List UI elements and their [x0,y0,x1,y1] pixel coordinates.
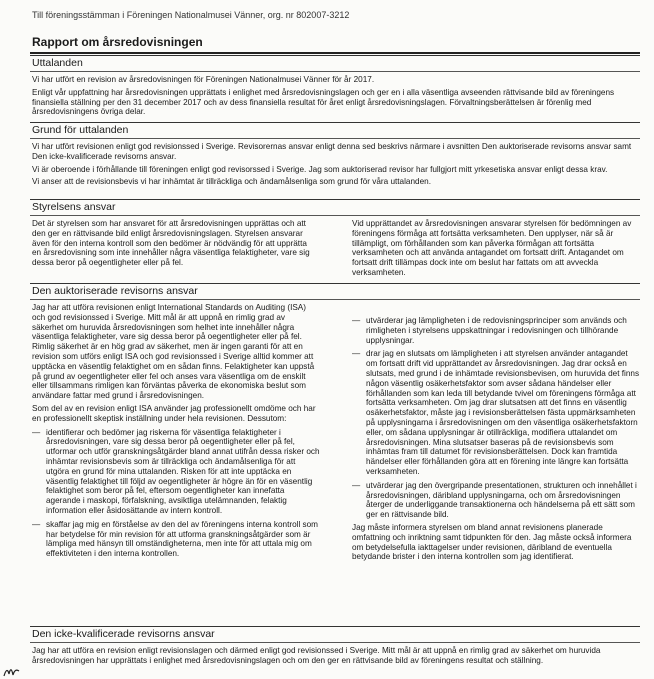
handwritten-mark [2,662,22,679]
section-grund [30,122,640,187]
paragraph: Enligt vår uppfattning har årsredovisningen upprättats i enlighet med årsredovisningslagen och ger en i alla väsentliga avseenden rättvisande bild av föreningens finansiella ställning per den 31 december 2017 och av dess finansiella resultat för året enligt årsredovisningslagen. Förvaltningsberättelsen är förenlig med årsredovisningens övriga delar. [32,87,615,117]
section-heading: Den icke-kvalificerade revisorns ansvar [30,626,640,643]
list-item-text: skaffar jag mig en förståelse av den del av föreningens interna kontroll som har betydelse för min revision för att utforma granskningsåtgärder som är lämpliga med hänsyn till omständigheterna, men inte för att uttala mig om effektiviteten i den interna kontrollen. [46,519,319,559]
list-item [350,316,640,345]
list-item [350,349,640,476]
list-item-text: utvärderar jag den övergripande presentationen, strukturen och innehållet i årsredovisningen, däribland upplysningarna, och om årsredovisningen återger de underliggande transaktionerna och händelserna på ett sätt som ger en rättvisande bild. [366,480,637,520]
dash-bullet: — [352,316,361,325]
paragraph: Jag har att utföra en revision enligt revisionslagen och därmed enligt god revisionssed i Sverige. Mitt mål är att uppnå en rimlig grad av säkerhet om huruvida årsredovisningen har upprättats i enlighet med årsredovisningslagen och om den ger en rättvisande bild av föreningens resultat och ställning. [32,646,601,665]
title-divider [30,52,640,54]
section-heading: Uttalanden [30,55,640,72]
paragraph: Vi har utfört revisionen enligt god revisionssed i Sverige. Revisorernas ansvar enligt denna sed beskrivs närmare i avsnitten Den auktoriserade revisorns ansvar samt Den icke-kvalificerade revisorns ansvar. [32,142,632,161]
paragraph: Jag måste informera styrelsen om bland annat revisionens planerade omfattning och inriktning samt tidpunkten för den. Jag måste också informera om betydelsefulla iakttagelser under revisionen, däribland de eventuella betydande brister i den interna kontrollen som jag identifierat. [352,522,632,562]
section-uttalanden [30,55,640,117]
dash-bullet: — [352,480,361,490]
list-item [30,428,320,516]
paragraph: Jag har att utföra revisionen enligt International Standards on Auditing (ISA) och god revisionssed i Sverige. Mitt mål är att uppnå en rimlig grad av säkerhet om huruvida årsredovisningen som helhet inte innehåller några väsentliga felaktigheter, vare sig dessa beror på oegentligheter eller på fel. Rimlig säkerhet är en hög grad av säkerhet, men är ingen garanti för att en revision som utförs enligt ISA och god revisionssed i Sverige alltid kommer att upptäcka en väsentlig felaktighet om en sådan finns. Felaktigheter kan uppstå på grund av oegentligheter eller fel och anses vara väsentliga om de enskilt eller tillsammans rimligen kan förväntas påverka de ekonomiska beslut som användare fattar med grund i årsredovisningen. [32,303,315,401]
section-heading: Grund för uttalanden [30,122,640,139]
list-item-text: identifierar och bedömer jag riskerna för väsentliga felaktigheter i årsredovisningen, vare sig dessa beror på oegentligheter eller på fel, utformar och utför granskningsåtgärder bland annat utifrån dessa risker och inhämtar revisionsbevis som är tillräckliga och ändamålsenliga för att utgöra en grund för mina uttalanden. Risken för att inte upptäcka en väsentlig felaktighet till följd av oegentligheter är högre än för en väsentlig felaktighet som beror på fel, eftersom oegentligheter kan innefatta agerande i maskopi, förfalskning, avsiktliga utelämnanden, felaktig information eller åsidosättande av intern kontroll. [46,427,320,515]
addressee-line: Till föreningsstämman i Föreningen Nationalmusei Vänner, org. nr 802007-3212 [32,10,350,20]
report-title: Rapport om årsredovisningen [32,35,203,49]
section-auktoriserade-revisorns-ansvar [30,283,640,562]
list-item-text: drar jag en slutsats om lämpligheten i att styrelsen använder antagandet om fortsatt drift vid upprättandet av årsredovisningen. Jag drar också en slutsats, med grund i de inhämtade revisionsbevisen, om huruvida det finns någon väsentlig osäkerhetsfaktor som avser sådana händelser eller förhållanden som kan leda till betydande tvivel om föreningens förmåga att fortsätta verksamheten. Om jag drar slutsatsen att det finns en väsentlig osäkerhetsfaktor, måste jag i revisionsberättelsen fästa uppmärksamheten på upplysningarna i årsredovisningen om den väsentliga osäkerhetsfaktorn eller, om sådana upplysningar är otillräckliga, modifiera uttalandet om årsredovisningen. Mina slutsatser baseras på de revisionsbevis som inhämtas fram till datumet för revisionsberättelsen. Dock kan framtida händelser eller förhållanden göra att en förening inte längre kan fortsätta verksamheten. [366,349,640,476]
section-styrelsens-ansvar [30,199,640,278]
list-item-text: utvärderar jag lämpligheten i de redovisningsprinciper som används och rimligheten i styrelsens uppskattningar i redovisningen och tillhörande upplysningar. [366,316,627,345]
dash-bullet: — [352,349,361,359]
list-item [30,520,320,559]
paragraph: Det är styrelsen som har ansvaret för att årsredovisningen upprättas och att den ger en rättvisande bild enligt årsredovisningslagen. Styrelsen ansvarar även för den interna kontroll som den bedömer är nödvändig för att upprätta en årsredovisning som inte innehåller några väsentliga felaktigheter, vare sig dessa beror på oegentligheter eller på fel. [32,219,310,268]
paragraph: Vi har utfört en revision av årsredovisningen för Föreningen Nationalmusei Vänner för år 2017. [32,75,375,84]
paragraph: Vi är oberoende i förhållande till föreningen enligt god revisorssed i Sverige. Jag som auktoriserad revisor har fullgjort mitt yrkesetiska ansvar enligt dessa krav. [32,164,608,174]
list-item [350,481,640,520]
section-heading: Styrelsens ansvar [30,199,640,216]
dash-bullet: — [32,427,41,437]
paragraph: Vi anser att de revisionsbevis vi har inhämtat är tillräckliga och ändamålsenliga som grund för våra uttalanden. [32,177,431,187]
paragraph: Som del av en revision enligt ISA använder jag professionellt omdöme och har en professionellt skeptisk inställning under hela revisionen. Dessutom: [32,403,316,423]
paragraph: Vid upprättandet av årsredovisningen ansvarar styrelsen för bedömningen av föreningens förmåga att fortsätta verksamheten. Den upplyser, när så är tillämpligt, om förhållanden som kan påverka förmågan att fortsätta verksamheten och att använda antagandet om fortsatt drift. Antagandet om fortsatt drift tillämpas dock inte om beslut har fattats om att avveckla verksamheten. [352,219,632,277]
section-icke-kvalificerade-revisorns-ansvar [30,626,640,666]
section-heading: Den auktoriserade revisorns ansvar [30,283,640,300]
dash-bullet: — [32,519,41,529]
